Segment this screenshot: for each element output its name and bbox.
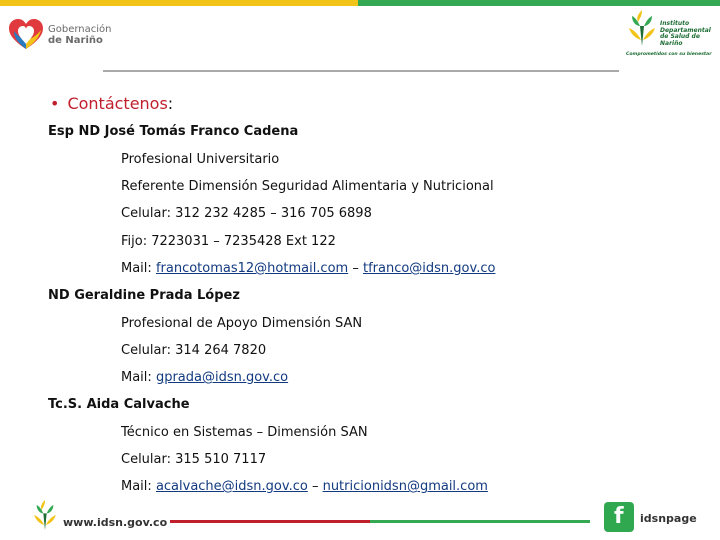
contact-1-role: Profesional Universitario — [121, 152, 280, 167]
header-divider — [103, 70, 619, 72]
contact-2-name: ND Geraldine Prada López — [48, 288, 240, 303]
idsn-line1: Instituto — [660, 20, 690, 27]
contact-1-phone: Celular: 312 232 4285 – 316 705 6898 — [121, 206, 372, 221]
idsn-tagline: Comprometidos con su bienestar — [626, 52, 712, 57]
idsn-line2: Departamental — [660, 26, 711, 34]
contact-3-email-link-1[interactable]: acalvache@idsn.gov.co — [155, 479, 308, 494]
idsn-logo — [624, 8, 714, 58]
gobernacion-line2: de Nariño — [48, 35, 103, 46]
contact-3-mail-separator: – — [307, 479, 323, 494]
contact-1-mail-label: Mail: — [121, 261, 152, 276]
contact-1-email-link-2[interactable]: tfranco@idsn.gov.co — [362, 261, 496, 276]
contact-heading — [50, 94, 173, 113]
gobernacion-logo — [8, 14, 138, 54]
top-bar-green — [358, 0, 720, 6]
contact-2-phone: Celular: 314 264 7820 — [121, 343, 267, 358]
facebook-glyph: f — [614, 504, 624, 529]
contact-2-email-link[interactable]: gprada@idsn.gov.co — [155, 370, 289, 385]
contact-3-role: Técnico en Sistemas – Dimensión SAN — [121, 425, 368, 440]
top-color-bar — [0, 0, 720, 6]
gobernacion-line1: Gobernación — [48, 24, 112, 35]
contact-1-mail-separator: – — [348, 261, 363, 276]
website-url: www.idsn.gov.co — [63, 516, 168, 529]
contact-3-mail-row — [121, 479, 488, 494]
contact-3-name: Tc.S. Aida Calvache — [48, 397, 190, 412]
contact-1-mail-row — [121, 261, 495, 276]
idsn-emblem-small-icon — [30, 498, 60, 532]
heading-text: Contáctenos — [67, 94, 168, 113]
top-bar-yellow — [0, 0, 358, 6]
idsn-emblem-icon — [624, 8, 660, 48]
facebook-page-label[interactable]: idsnpage — [640, 512, 697, 525]
contact-1-area: Referente Dimensión Seguridad Alimentaria y Nutricional — [121, 179, 494, 194]
contact-2-mail-row — [121, 370, 288, 385]
footer-divider — [170, 520, 590, 523]
idsn-line3: de Salud de Nariño — [660, 33, 700, 47]
facebook-icon[interactable] — [604, 502, 634, 532]
contact-3-phone: Celular: 315 510 7117 — [121, 452, 267, 467]
contact-1-fixed-phone: Fijo: 7223031 – 7235428 Ext 122 — [121, 234, 336, 249]
contact-3-mail-label: Mail: — [121, 479, 152, 494]
contact-3-email-link-2[interactable]: nutricionidsn@gmail.com — [322, 479, 488, 494]
contact-1-email-link-1[interactable]: francotomas12@hotmail.com — [155, 261, 349, 276]
heart-logo-icon — [8, 18, 44, 52]
contact-2-mail-label: Mail: — [121, 370, 152, 385]
contact-2-role: Profesional de Apoyo Dimensión SAN — [121, 316, 363, 331]
footer-website[interactable] — [30, 498, 170, 534]
heading-colon: : — [167, 94, 174, 113]
contact-1-name: Esp ND José Tomás Franco Cadena — [48, 124, 299, 139]
bullet-icon: • — [50, 94, 60, 113]
